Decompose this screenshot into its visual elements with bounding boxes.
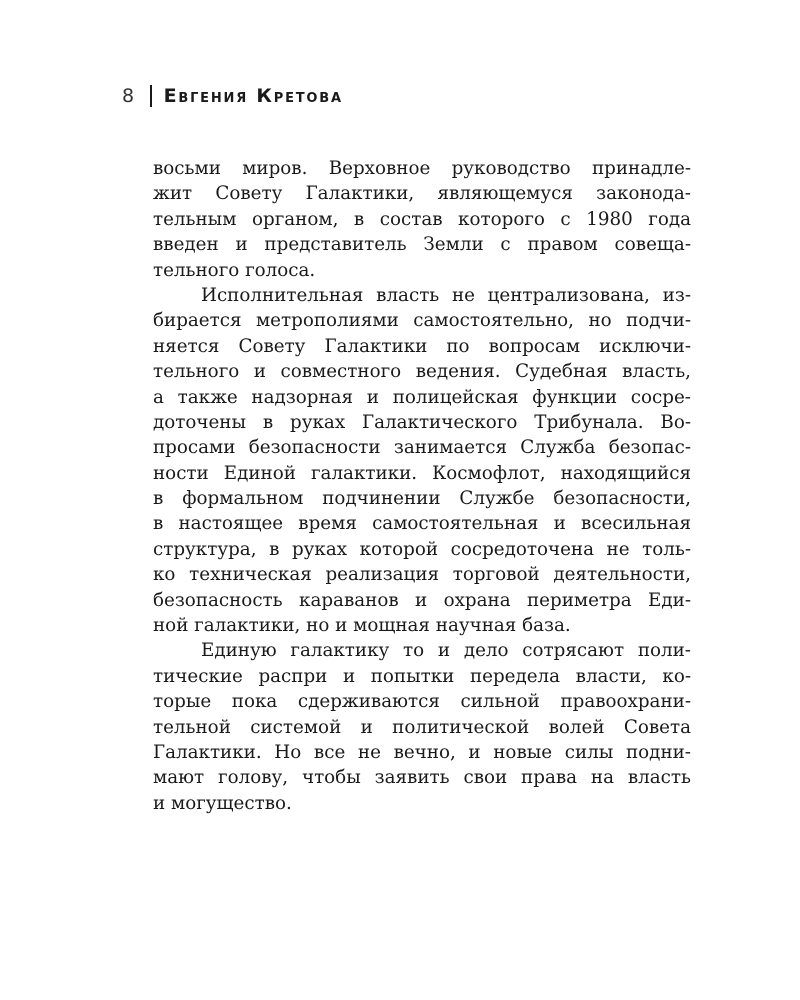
text-line: тельной системой и политической волей Совета	[153, 716, 691, 738]
text-line: введен и представитель Земли с правом совеща-	[153, 234, 691, 256]
text-line: Галактики. Но все не вечно, и новые силы подни-	[153, 741, 691, 763]
text-line: доточены в руках Галактического Трибунала. Во-	[153, 411, 691, 433]
page-number: 8	[122, 85, 136, 107]
text-line: в настоящее время самостоятельная и всесильная	[153, 513, 691, 535]
text-line: ной галактики, но и мощная научная база.	[153, 615, 571, 637]
paragraph	[153, 283, 691, 638]
text-line: ности Единой галактики. Космофлот, находящийся	[153, 462, 691, 484]
text-line: восьми миров. Верховное руководство принадле-	[153, 158, 691, 179]
running-head	[122, 84, 343, 108]
text-line: безопасность караванов и охрана периметра Еди-	[153, 589, 691, 611]
text-line: няется Совету Галактики по вопросам исключи-	[153, 335, 691, 357]
paragraph	[153, 156, 691, 283]
header-divider	[150, 85, 152, 107]
text-line: Исполнительная власть не централизована, из-	[201, 284, 691, 306]
text-line: структура, в руках которой сосредоточена не толь-	[153, 538, 691, 560]
text-line: мают голову, чтобы заявить свои права на власть	[153, 767, 691, 789]
text-line: просами безопасности занимается Служба безопас-	[153, 437, 691, 459]
author-name: Евгения Кретова	[163, 85, 343, 107]
text-line: ко техническая реализация торговой деятельности,	[153, 564, 691, 586]
text-line: тельного и совместного ведения. Судебная власть,	[153, 361, 691, 383]
text-line: торые пока сдерживаются сильной правоохрани-	[153, 691, 691, 713]
text-line: и могущество.	[153, 792, 292, 814]
text-line: тельного голоса.	[153, 259, 316, 281]
text-line: тические распри и попытки передела власти, ко-	[153, 665, 691, 687]
text-line: а также надзорная и полицейская функции сосре-	[153, 386, 691, 408]
text-line: бирается метрополиями самостоятельно, но подчи-	[153, 310, 691, 332]
text-line: в формальном подчинении Службе безопасности,	[153, 488, 691, 510]
text-line: Единую галактику то и дело сотрясают поли-	[201, 640, 691, 662]
text-line: тельным органом, в состав которого с 1980 года	[153, 208, 691, 230]
body-text	[153, 156, 691, 816]
text-line: жит Совету Галактики, являющемуся законода-	[153, 183, 691, 205]
paragraph	[153, 638, 691, 816]
